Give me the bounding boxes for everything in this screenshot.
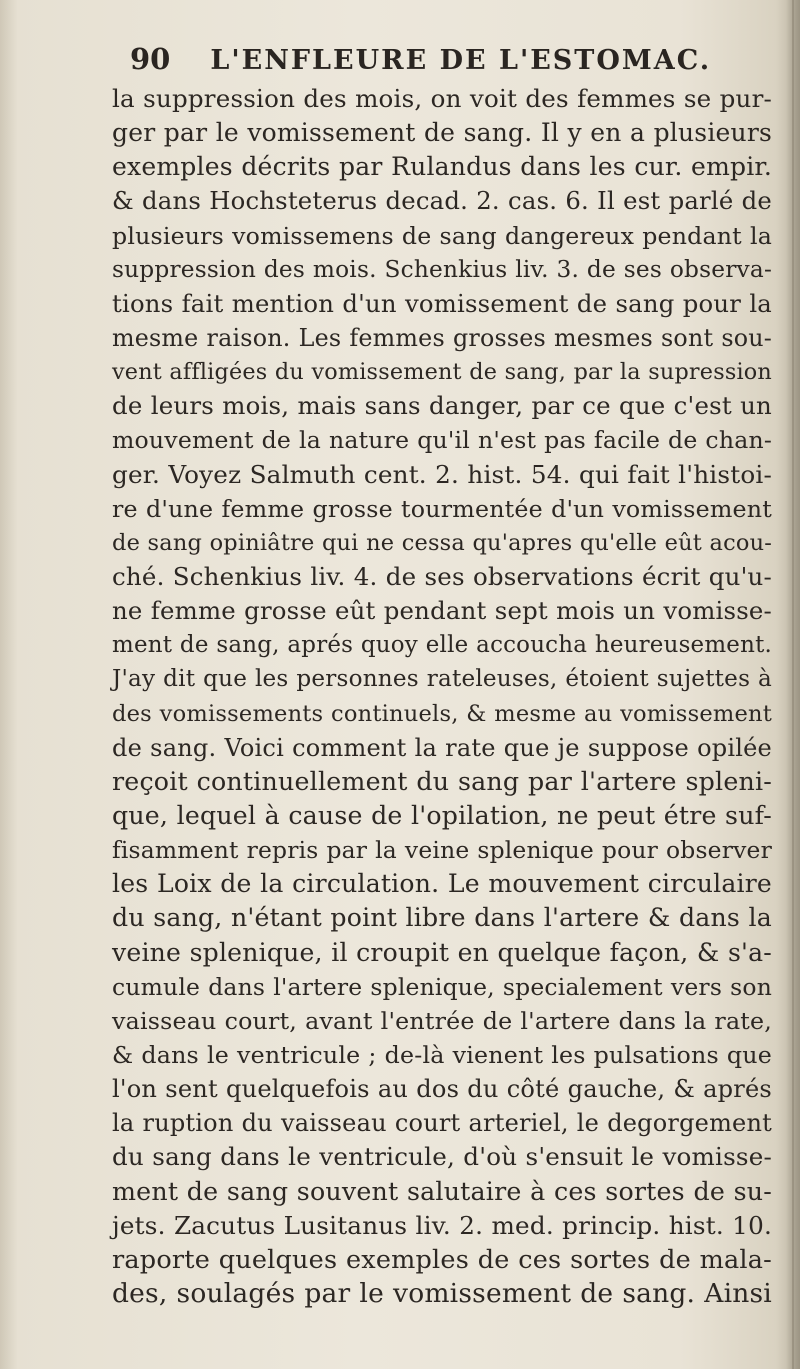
text-line: de sang. Voici comment la rate que je suppose opilée [112, 733, 772, 762]
text-line: des vomissements continuels, & mesme au vomissement [112, 700, 772, 727]
text-line: re d'une femme grosse tourmentée d'un vomissement [112, 494, 772, 523]
page-edge-line [792, 0, 794, 1369]
text-line: & dans le ventricule ; de-là vienent les pulsations que [112, 1040, 772, 1069]
text-line: exemples décrits par Rulandus dans les cur. empir. [112, 152, 772, 182]
text-line: la suppression des mois, on voit des femmes se pur- [112, 84, 772, 113]
text-line: plusieurs vomissemens de sang dangereux pendant la [112, 221, 772, 250]
text-line: vaisseau court, avant l'entrée de l'artere dans la rate, [112, 1006, 772, 1035]
text-line: ment de sang, aprés quoy elle accoucha heureusement. [112, 632, 772, 659]
text-line: ché. Schenkius liv. 4. de ses observations écrit qu'u- [112, 561, 772, 591]
text-line: mouvement de la nature qu'il n'est pas facile de chan- [112, 426, 772, 455]
text-line: tions fait mention d'un vomissement de sang pour la [112, 288, 772, 318]
text-line: mesme raison. Les femmes grosses mesmes sont sou- [112, 323, 772, 352]
body-text [112, 82, 772, 1311]
text-line: veine splenique, il croupit en quelque façon, & s'a- [112, 937, 772, 967]
text-line: de leurs mois, mais sans danger, par ce que c'est un [112, 391, 772, 421]
text-line: J'ay dit que les personnes rateleuses, étoient sujettes à [112, 666, 772, 693]
text-line: l'on sent quelquefois au dos du côté gauche, & aprés [112, 1075, 772, 1104]
text-line: que, lequel à cause de l'opilation, ne peut étre suf- [112, 800, 772, 830]
text-line: jets. Zacutus Lusitanus liv. 2. med. princip. hist. 10. [112, 1210, 772, 1240]
text-line: ger par le vomissement de sang. Il y en a plusieurs [112, 118, 772, 148]
running-title: L'ENFLEURE DE L'ESTOMAC. [210, 45, 712, 76]
text-line: reçoit continuellement du sang par l'artere spleni- [112, 766, 772, 796]
text-line: ne femme grosse eût pendant sept mois un vomisse- [112, 596, 772, 626]
text-line: fisamment repris par la veine splenique pour observer [112, 836, 772, 865]
text-line: du sang dans le ventricule, d'où s'ensuit le vomisse- [112, 1142, 772, 1172]
text-line: vent affligées du vomissement de sang, par la supression [112, 359, 772, 386]
text-line: cumule dans l'artere splenique, specialement vers son [112, 972, 772, 1001]
page-header [130, 42, 770, 76]
text-line: les Loix de la circulation. Le mouvement circulaire [112, 869, 772, 899]
page-number: 90 [130, 42, 171, 76]
text-line: ger. Voyez Salmuth cent. 2. hist. 54. qui fait l'histoi- [112, 459, 772, 489]
text-line: ment de sang souvent salutaire à ces sortes de su- [112, 1176, 772, 1206]
page-left-shadow [0, 0, 18, 1369]
text-line: des, soulagés par le vomissement de sang. Ainsi [112, 1277, 772, 1309]
text-line: suppression des mois. Schenkius liv. 3. de ses observa- [112, 255, 772, 283]
text-line: la ruption du vaisseau court arteriel, le degorgement [112, 1109, 772, 1138]
text-line: du sang, n'étant point libre dans l'artere & dans la [112, 903, 772, 933]
text-line: & dans Hochsteterus decad. 2. cas. 6. Il est parlé de [112, 186, 772, 216]
text-line: raporte quelques exemples de ces sortes de mala- [112, 1244, 772, 1275]
text-line: de sang opiniâtre qui ne cessa qu'apres qu'elle eût acou- [112, 529, 772, 556]
